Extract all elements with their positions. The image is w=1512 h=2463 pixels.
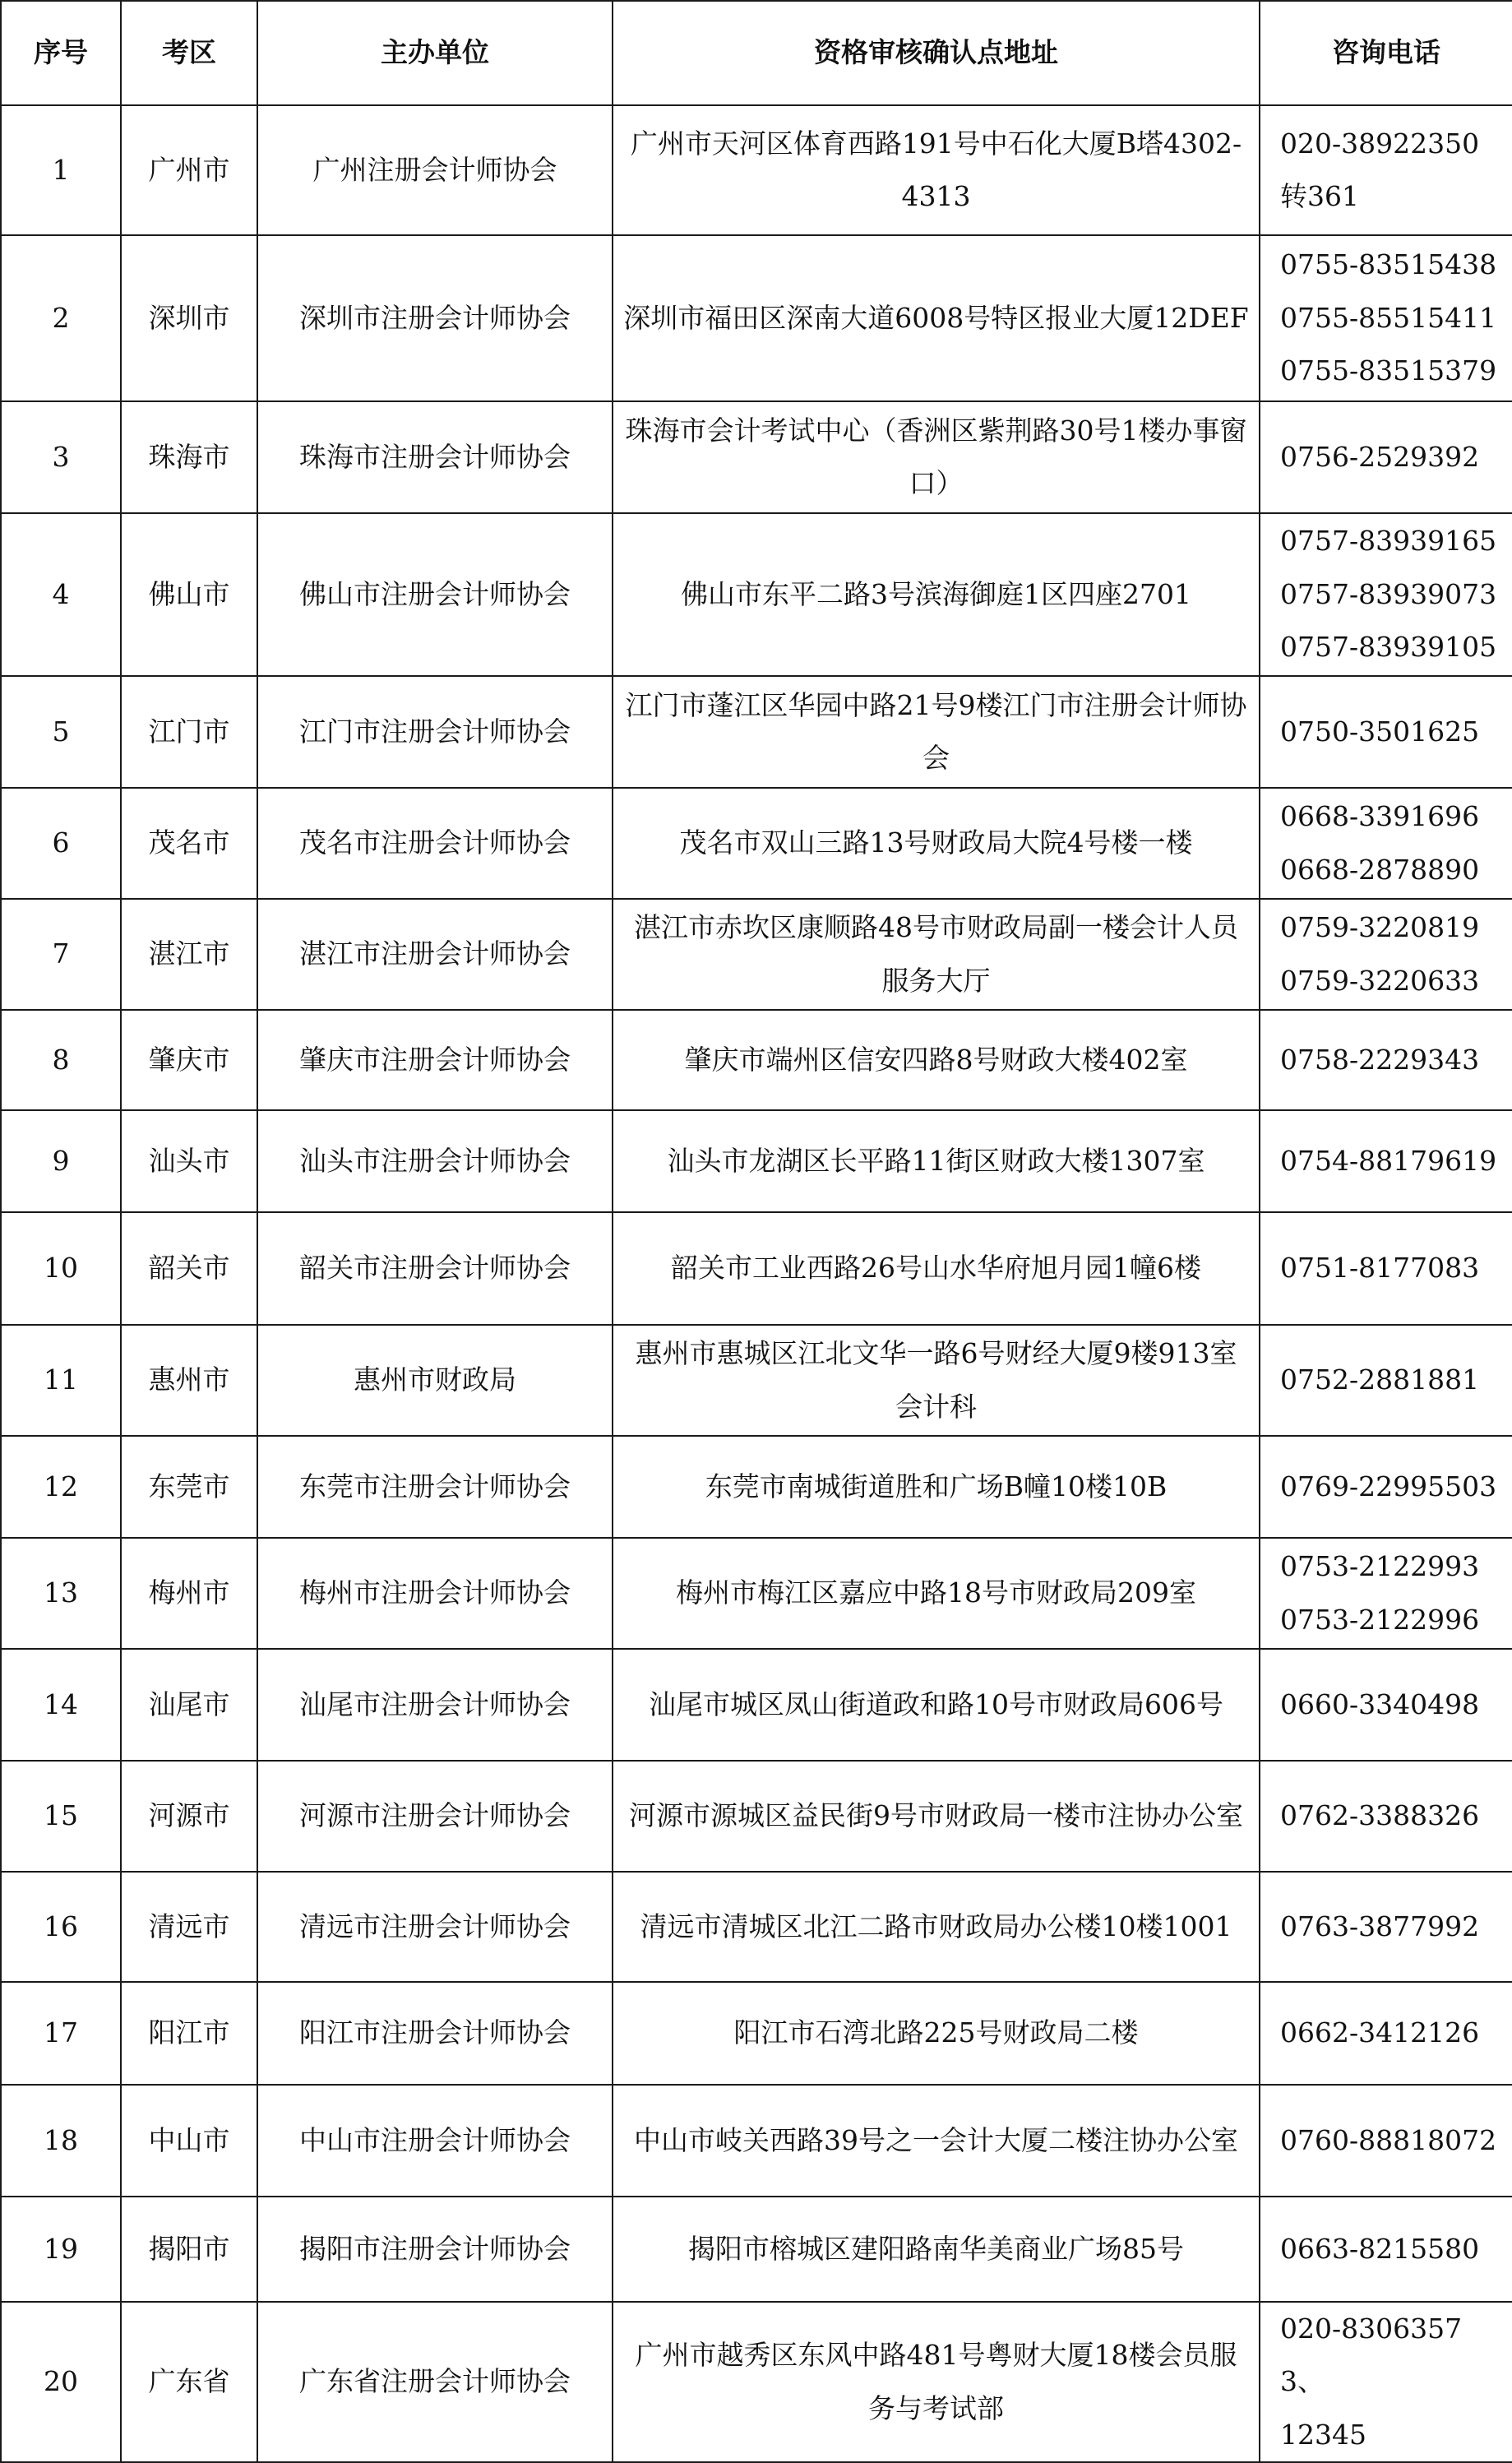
phone-number: 0757-83939073 bbox=[1280, 577, 1497, 610]
header-row bbox=[1, 1, 1512, 105]
phone-number: 0756-2529392 bbox=[1280, 440, 1480, 473]
cell-area: 惠州市 bbox=[121, 1325, 257, 1436]
phone-number: 0668-3391696 bbox=[1280, 800, 1480, 833]
table-row bbox=[1, 899, 1512, 1010]
cell-org: 阳江市注册会计师协会 bbox=[257, 1982, 613, 2085]
cell-seq: 19 bbox=[1, 2197, 121, 2302]
cell-seq: 1 bbox=[1, 105, 121, 235]
table-row bbox=[1, 2302, 1512, 2462]
table-row bbox=[1, 1325, 1512, 1436]
cell-phone bbox=[1260, 235, 1512, 401]
phone-number: 0753-2122993 bbox=[1280, 1550, 1480, 1583]
table-row bbox=[1, 1538, 1512, 1649]
phone-number: 0759-3220633 bbox=[1280, 964, 1480, 997]
cell-org: 佛山市注册会计师协会 bbox=[257, 513, 613, 676]
phone-number: 0662-3412126 bbox=[1280, 2016, 1480, 2049]
header-area: 考区 bbox=[121, 1, 257, 105]
table-row bbox=[1, 676, 1512, 788]
cell-address: 汕头市龙湖区长平路11街区财政大楼1307室 bbox=[613, 1110, 1260, 1212]
cell-phone bbox=[1260, 1872, 1512, 1982]
cell-org: 深圳市注册会计师协会 bbox=[257, 235, 613, 401]
cell-phone bbox=[1260, 899, 1512, 1010]
cell-area: 珠海市 bbox=[121, 401, 257, 513]
cell-address: 茂名市双山三路13号财政局大院4号楼一楼 bbox=[613, 788, 1260, 899]
cell-area: 河源市 bbox=[121, 1761, 257, 1872]
cell-seq: 3 bbox=[1, 401, 121, 513]
cell-area: 揭阳市 bbox=[121, 2197, 257, 2302]
cell-address: 肇庆市端州区信安四路8号财政大楼402室 bbox=[613, 1010, 1260, 1110]
cell-address: 广州市越秀区东风中路481号粤财大厦18楼会员服务与考试部 bbox=[613, 2302, 1260, 2462]
cell-area: 深圳市 bbox=[121, 235, 257, 401]
cell-phone bbox=[1260, 1982, 1512, 2085]
phone-number: 0769-22995503 bbox=[1280, 1470, 1497, 1502]
phone-number: 0752-2881881 bbox=[1280, 1363, 1480, 1396]
cell-org: 茂名市注册会计师协会 bbox=[257, 788, 613, 899]
cell-seq: 12 bbox=[1, 1436, 121, 1538]
cell-seq: 18 bbox=[1, 2085, 121, 2197]
table-row bbox=[1, 1436, 1512, 1538]
cell-area: 汕尾市 bbox=[121, 1649, 257, 1761]
cell-area: 韶关市 bbox=[121, 1212, 257, 1325]
cell-org: 河源市注册会计师协会 bbox=[257, 1761, 613, 1872]
phone-number: 0755-83515379 bbox=[1280, 354, 1497, 387]
phone-number: 0660-3340498 bbox=[1280, 1688, 1480, 1720]
cell-org: 湛江市注册会计师协会 bbox=[257, 899, 613, 1010]
phone-number: 0753-2122996 bbox=[1280, 1603, 1480, 1636]
cell-address: 河源市源城区益民街9号市财政局一楼市注协办公室 bbox=[613, 1761, 1260, 1872]
cell-seq: 5 bbox=[1, 676, 121, 788]
cell-phone bbox=[1260, 2197, 1512, 2302]
phone-number: 0759-3220819 bbox=[1280, 911, 1480, 944]
phone-number: 0763-3877992 bbox=[1280, 1910, 1480, 1942]
table-row bbox=[1, 1761, 1512, 1872]
phone-number: 0755-83515438 bbox=[1280, 248, 1497, 281]
cell-seq: 14 bbox=[1, 1649, 121, 1761]
cell-area: 广州市 bbox=[121, 105, 257, 235]
table-row bbox=[1, 788, 1512, 899]
cell-seq: 15 bbox=[1, 1761, 121, 1872]
cell-area: 肇庆市 bbox=[121, 1010, 257, 1110]
cell-phone bbox=[1260, 1212, 1512, 1325]
cell-area: 梅州市 bbox=[121, 1538, 257, 1649]
cell-seq: 8 bbox=[1, 1010, 121, 1110]
phone-number: 020-83063573、 bbox=[1280, 2313, 1463, 2398]
cell-phone bbox=[1260, 1649, 1512, 1761]
header-phone: 咨询电话 bbox=[1260, 1, 1512, 105]
table-row bbox=[1, 105, 1512, 235]
cell-seq: 2 bbox=[1, 235, 121, 401]
cell-phone bbox=[1260, 1761, 1512, 1872]
table-row bbox=[1, 2085, 1512, 2197]
cell-org: 中山市注册会计师协会 bbox=[257, 2085, 613, 2197]
cell-org: 肇庆市注册会计师协会 bbox=[257, 1010, 613, 1110]
table-row bbox=[1, 1010, 1512, 1110]
cell-address: 珠海市会计考试中心（香洲区紫荆路30号1楼办事窗口） bbox=[613, 401, 1260, 513]
cell-seq: 16 bbox=[1, 1872, 121, 1982]
phone-number: 0757-83939105 bbox=[1280, 631, 1497, 664]
cell-seq: 10 bbox=[1, 1212, 121, 1325]
cell-phone bbox=[1260, 513, 1512, 676]
cell-org: 广州注册会计师协会 bbox=[257, 105, 613, 235]
cell-phone bbox=[1260, 401, 1512, 513]
cell-phone bbox=[1260, 1110, 1512, 1212]
cell-seq: 9 bbox=[1, 1110, 121, 1212]
table-row bbox=[1, 1982, 1512, 2085]
cell-address: 阳江市石湾北路225号财政局二楼 bbox=[613, 1982, 1260, 2085]
cell-area: 茂名市 bbox=[121, 788, 257, 899]
cell-phone bbox=[1260, 2085, 1512, 2197]
cell-address: 揭阳市榕城区建阳路南华美商业广场85号 bbox=[613, 2197, 1260, 2302]
cell-org: 汕尾市注册会计师协会 bbox=[257, 1649, 613, 1761]
phone-number: 0668-2878890 bbox=[1280, 853, 1480, 886]
table-row bbox=[1, 1110, 1512, 1212]
phone-number: 0762-3388326 bbox=[1280, 1799, 1480, 1832]
cell-seq: 7 bbox=[1, 899, 121, 1010]
cell-seq: 11 bbox=[1, 1325, 121, 1436]
cell-address: 中山市岐关西路39号之一会计大厦二楼注协办公室 bbox=[613, 2085, 1260, 2197]
header-org: 主办单位 bbox=[257, 1, 613, 105]
cell-area: 汕头市 bbox=[121, 1110, 257, 1212]
table-row bbox=[1, 1872, 1512, 1982]
phone-number: 12345 bbox=[1280, 2418, 1366, 2451]
cell-area: 清远市 bbox=[121, 1872, 257, 1982]
cell-org: 汕头市注册会计师协会 bbox=[257, 1110, 613, 1212]
cell-phone bbox=[1260, 1436, 1512, 1538]
phone-number: 0760-88818072 bbox=[1280, 2123, 1497, 2156]
cell-area: 阳江市 bbox=[121, 1982, 257, 2085]
phone-number: 转361 bbox=[1280, 180, 1359, 212]
table-body bbox=[1, 105, 1512, 2462]
cell-area: 中山市 bbox=[121, 2085, 257, 2197]
cell-address: 梅州市梅江区嘉应中路18号市财政局209室 bbox=[613, 1538, 1260, 1649]
table-row bbox=[1, 513, 1512, 676]
phone-number: 0663-8215580 bbox=[1280, 2232, 1480, 2265]
cell-phone bbox=[1260, 105, 1512, 235]
cell-phone bbox=[1260, 2302, 1512, 2462]
cell-org: 清远市注册会计师协会 bbox=[257, 1872, 613, 1982]
cell-address: 湛江市赤坎区康顺路48号市财政局副一楼会计人员服务大厅 bbox=[613, 899, 1260, 1010]
cell-seq: 13 bbox=[1, 1538, 121, 1649]
cell-address: 韶关市工业西路26号山水华府旭月园1幢6楼 bbox=[613, 1212, 1260, 1325]
cell-area: 佛山市 bbox=[121, 513, 257, 676]
cell-phone bbox=[1260, 1325, 1512, 1436]
phone-number: 0751-8177083 bbox=[1280, 1252, 1480, 1285]
cell-org: 惠州市财政局 bbox=[257, 1325, 613, 1436]
phone-number: 0754-88179619 bbox=[1280, 1144, 1497, 1177]
cell-org: 梅州市注册会计师协会 bbox=[257, 1538, 613, 1649]
cell-seq: 20 bbox=[1, 2302, 121, 2462]
cell-area: 东莞市 bbox=[121, 1436, 257, 1538]
cell-address: 江门市蓬江区华园中路21号9楼江门市注册会计师协会 bbox=[613, 676, 1260, 788]
table-row bbox=[1, 401, 1512, 513]
cell-address: 东莞市南城街道胜和广场B幢10楼10B bbox=[613, 1436, 1260, 1538]
table-row bbox=[1, 1649, 1512, 1761]
cell-org: 揭阳市注册会计师协会 bbox=[257, 2197, 613, 2302]
cell-seq: 6 bbox=[1, 788, 121, 899]
phone-number: 0758-2229343 bbox=[1280, 1043, 1480, 1076]
cell-org: 珠海市注册会计师协会 bbox=[257, 401, 613, 513]
cell-phone bbox=[1260, 1538, 1512, 1649]
cell-org: 韶关市注册会计师协会 bbox=[257, 1212, 613, 1325]
cell-address: 汕尾市城区凤山街道政和路10号市财政局606号 bbox=[613, 1649, 1260, 1761]
cell-address: 清远市清城区北江二路市财政局办公楼10楼1001 bbox=[613, 1872, 1260, 1982]
cell-area: 广东省 bbox=[121, 2302, 257, 2462]
cell-seq: 17 bbox=[1, 1982, 121, 2085]
phone-number: 0750-3501625 bbox=[1280, 715, 1480, 748]
cell-org: 江门市注册会计师协会 bbox=[257, 676, 613, 788]
cell-phone bbox=[1260, 788, 1512, 899]
cell-address: 深圳市福田区深南大道6008号特区报业大厦12DEF bbox=[613, 235, 1260, 401]
table-row bbox=[1, 235, 1512, 401]
cell-address: 佛山市东平二路3号滨海御庭1区四座2701 bbox=[613, 513, 1260, 676]
header-seq: 序号 bbox=[1, 1, 121, 105]
table-row bbox=[1, 2197, 1512, 2302]
phone-number: 020-38922350 bbox=[1280, 127, 1480, 160]
cell-seq: 4 bbox=[1, 513, 121, 676]
header-address: 资格审核确认点地址 bbox=[613, 1, 1260, 105]
cell-address: 广州市天河区体育西路191号中石化大厦B塔4302-4313 bbox=[613, 105, 1260, 235]
cell-phone bbox=[1260, 1010, 1512, 1110]
table-row bbox=[1, 1212, 1512, 1325]
cell-phone bbox=[1260, 676, 1512, 788]
cell-address: 惠州市惠城区江北文华一路6号财经大厦9楼913室会计科 bbox=[613, 1325, 1260, 1436]
phone-number: 0757-83939165 bbox=[1280, 525, 1497, 558]
cell-org: 东莞市注册会计师协会 bbox=[257, 1436, 613, 1538]
cell-area: 江门市 bbox=[121, 676, 257, 788]
cell-org: 广东省注册会计师协会 bbox=[257, 2302, 613, 2462]
cell-area: 湛江市 bbox=[121, 899, 257, 1010]
phone-number: 0755-85515411 bbox=[1280, 301, 1497, 334]
